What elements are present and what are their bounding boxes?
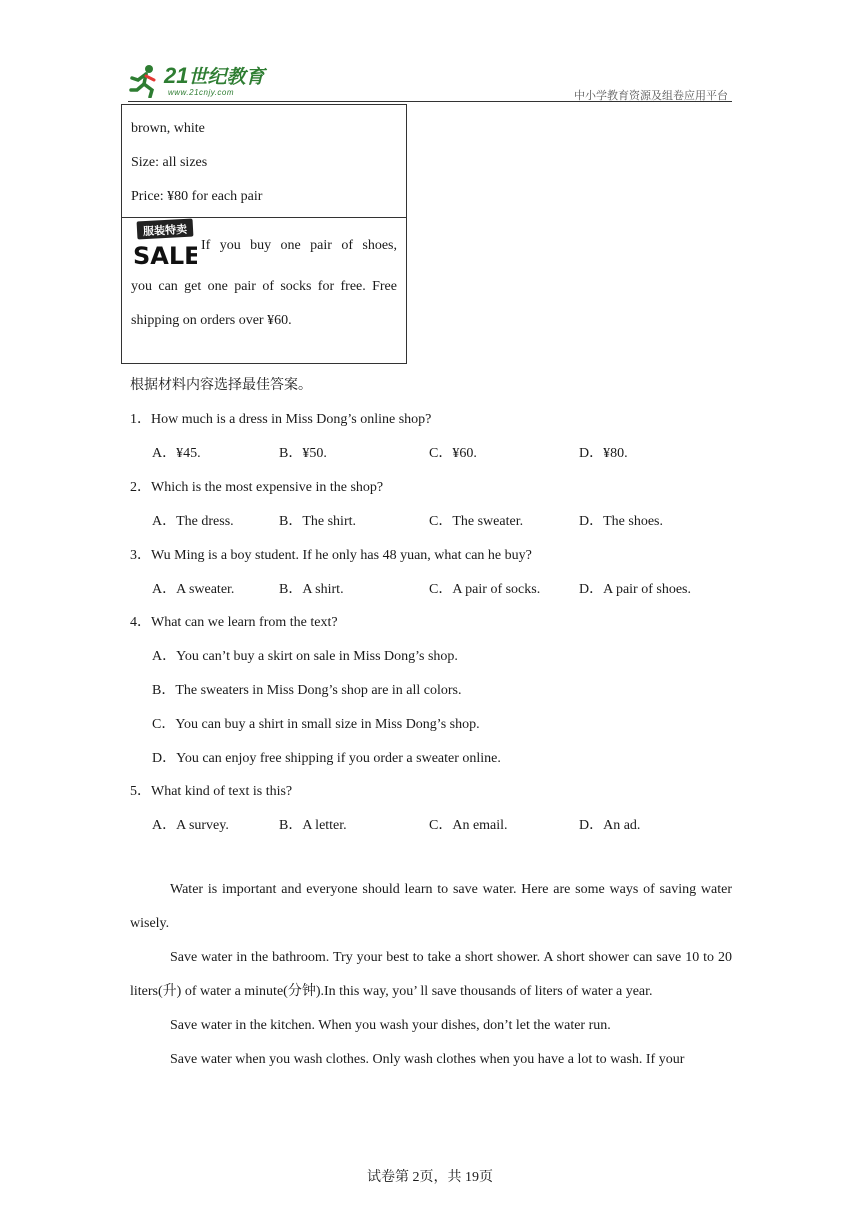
runner-logo-icon bbox=[128, 64, 162, 98]
page-header bbox=[128, 62, 732, 104]
ad-table bbox=[121, 104, 407, 364]
passage-paragraph: Save water in the bathroom. Try your best to take a short shower. A short shower can save 10 to 20 liters(升) of water a minute(分钟).In this way, you’ ll save thousands of liters of water a year. bbox=[130, 950, 732, 999]
question-stem: 1．How much is a dress in Miss Dong’s online shop? bbox=[130, 412, 432, 427]
sale-badge-icon bbox=[131, 218, 197, 270]
option-b[interactable]: B．A shirt. bbox=[279, 582, 344, 597]
header-divider bbox=[128, 101, 732, 102]
option-c[interactable]: C．¥60. bbox=[429, 446, 477, 461]
question-stem: 3．Wu Ming is a boy student. If he only has 48 yuan, what can he buy? bbox=[130, 548, 532, 563]
option-a[interactable]: A．A sweater. bbox=[152, 582, 235, 597]
option-c[interactable]: C．A pair of socks. bbox=[429, 582, 541, 597]
page-footer: 试卷第 2页，共 19页 bbox=[367, 1170, 493, 1185]
svg-text:服装特卖: 服装特卖 bbox=[142, 222, 188, 239]
option-d[interactable]: D．The shoes. bbox=[579, 514, 663, 529]
ad-offer-text: you can get one pair of socks for free. Free shipping on orders over ¥60. bbox=[131, 279, 397, 328]
option-d[interactable]: D．An ad. bbox=[579, 818, 641, 833]
passage-paragraph: Save water when you wash clothes. Only wash clothes when you have a lot to wash. If your bbox=[170, 1052, 685, 1067]
question-stem: 2．Which is the most expensive in the shop? bbox=[130, 480, 384, 495]
passage-paragraph: Save water in the kitchen. When you wash your dishes, don’t let the water run. bbox=[170, 1018, 611, 1033]
header-tagline: 中小学教育资源及组卷应用平台 bbox=[574, 89, 728, 102]
option-a[interactable]: A．A survey. bbox=[152, 818, 229, 833]
passage-paragraph: Water is important and everyone should learn to save water. Here are some ways of saving water wisely. bbox=[130, 882, 732, 931]
sale-badge-image bbox=[131, 218, 197, 270]
logo-wordmark: 21世纪教育 bbox=[164, 63, 265, 88]
question-stem: 4．What can we learn from the text? bbox=[130, 615, 338, 630]
ad-offer-line1: If you buy one pair of shoes, bbox=[201, 238, 397, 253]
option-d[interactable]: D．A pair of shoes. bbox=[579, 582, 691, 597]
ad-colors: brown, white bbox=[131, 121, 205, 136]
option-d[interactable]: D．¥80. bbox=[579, 446, 628, 461]
logo-url: www.21cnjy.com bbox=[168, 88, 234, 97]
option-a[interactable]: A．You can’t buy a skirt on sale in Miss Dong’s shop. bbox=[152, 649, 458, 664]
option-b[interactable]: B．The shirt. bbox=[279, 514, 356, 529]
ad-cell-offer bbox=[122, 218, 407, 364]
option-c[interactable]: C．An email. bbox=[429, 818, 508, 833]
option-a[interactable]: A．The dress. bbox=[152, 514, 234, 529]
ad-cell-product bbox=[122, 105, 407, 218]
site-logo bbox=[128, 62, 278, 102]
ad-price: Price: ¥80 for each pair bbox=[131, 189, 263, 204]
option-c[interactable]: C．The sweater. bbox=[429, 514, 524, 529]
option-b[interactable]: B．¥50. bbox=[279, 446, 327, 461]
option-d[interactable]: D．You can enjoy free shipping if you order a sweater online. bbox=[152, 751, 501, 766]
reading-passage bbox=[130, 873, 732, 1077]
option-b[interactable]: B．A letter. bbox=[279, 818, 347, 833]
option-b[interactable]: B．The sweaters in Miss Dong’s shop are in all colors. bbox=[152, 683, 462, 698]
option-c[interactable]: C．You can buy a shirt in small size in Miss Dong’s shop. bbox=[152, 717, 480, 732]
question-stem: 5．What kind of text is this? bbox=[130, 784, 293, 799]
ad-size: Size: all sizes bbox=[131, 155, 208, 170]
option-a[interactable]: A．¥45. bbox=[152, 446, 201, 461]
svg-text:SALE: SALE bbox=[133, 242, 197, 270]
instruction-text: 根据材料内容选择最佳答案。 bbox=[130, 378, 312, 393]
